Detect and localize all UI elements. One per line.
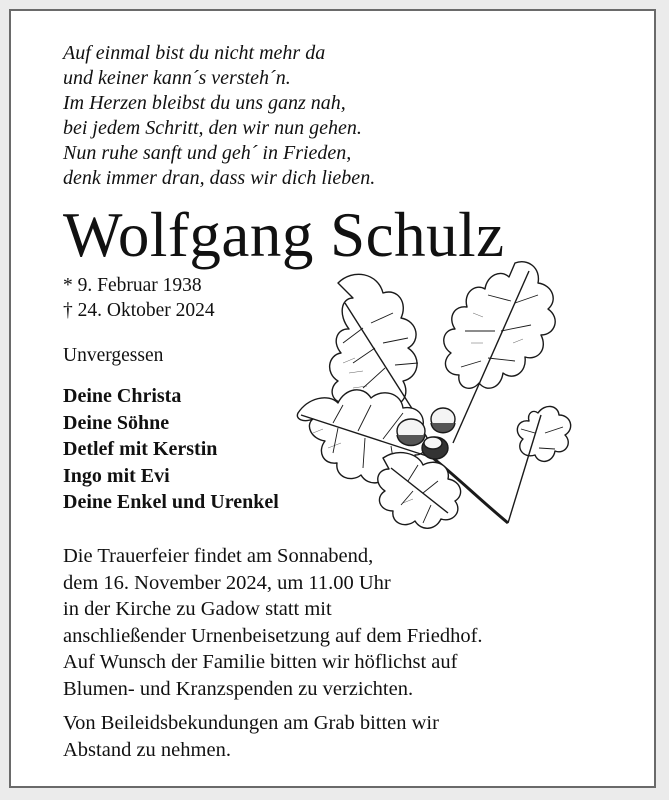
birth-date: * 9. Februar 1938 — [63, 275, 202, 296]
poem-line: Auf einmal bist du nicht mehr da — [63, 42, 326, 64]
mourner: Ingo mit Evi — [63, 464, 170, 487]
poem-line: denk immer dran, dass wir dich lieben. — [63, 167, 376, 189]
life-dates — [63, 273, 215, 323]
mourner: Deine Christa — [63, 385, 182, 407]
condolences-line: Abstand zu nehmen. — [63, 738, 231, 761]
mourner: Deine Söhne — [63, 411, 170, 434]
poem — [63, 41, 375, 191]
condolences-note — [63, 710, 439, 763]
poem-line: Nun ruhe sanft und geh´ in Frieden, — [63, 142, 352, 164]
condolences-line: Von Beileidsbekundungen am Grab bitten wir — [63, 712, 439, 734]
ceremony-line: dem 16. November 2024, um 11.00 Uhr — [63, 571, 391, 594]
ceremony-line: in der Kirche zu Gadow statt mit — [63, 598, 332, 620]
deceased-name: Wolfgang Schulz — [63, 200, 505, 270]
death-date: † 24. Oktober 2024 — [63, 300, 215, 321]
mourners-list — [63, 383, 279, 516]
ceremony-line: Blumen- und Kranzspenden zu verzichten. — [63, 677, 414, 700]
oak-leaves-acorns-icon — [283, 243, 583, 533]
poem-line: und keiner kann´s versteh´n. — [63, 67, 291, 89]
ceremony-line: Auf Wunsch der Familie bitten wir höflichst auf — [63, 651, 458, 673]
mourner: Detlef mit Kerstin — [63, 438, 218, 460]
poem-line: Im Herzen bleibst du uns ganz nah, — [63, 92, 346, 114]
ceremony-details — [63, 543, 483, 702]
ceremony-line: Die Trauerfeier findet am Sonnabend, — [63, 545, 374, 567]
ceremony-line: anschließender Urnenbeisetzung auf dem Friedhof. — [63, 624, 483, 647]
remembrance-text: Unvergessen — [63, 345, 164, 366]
poem-line: bei jedem Schritt, den wir nun gehen. — [63, 117, 362, 139]
mourner: Deine Enkel und Urenkel — [63, 491, 279, 513]
obituary-notice — [9, 9, 656, 788]
